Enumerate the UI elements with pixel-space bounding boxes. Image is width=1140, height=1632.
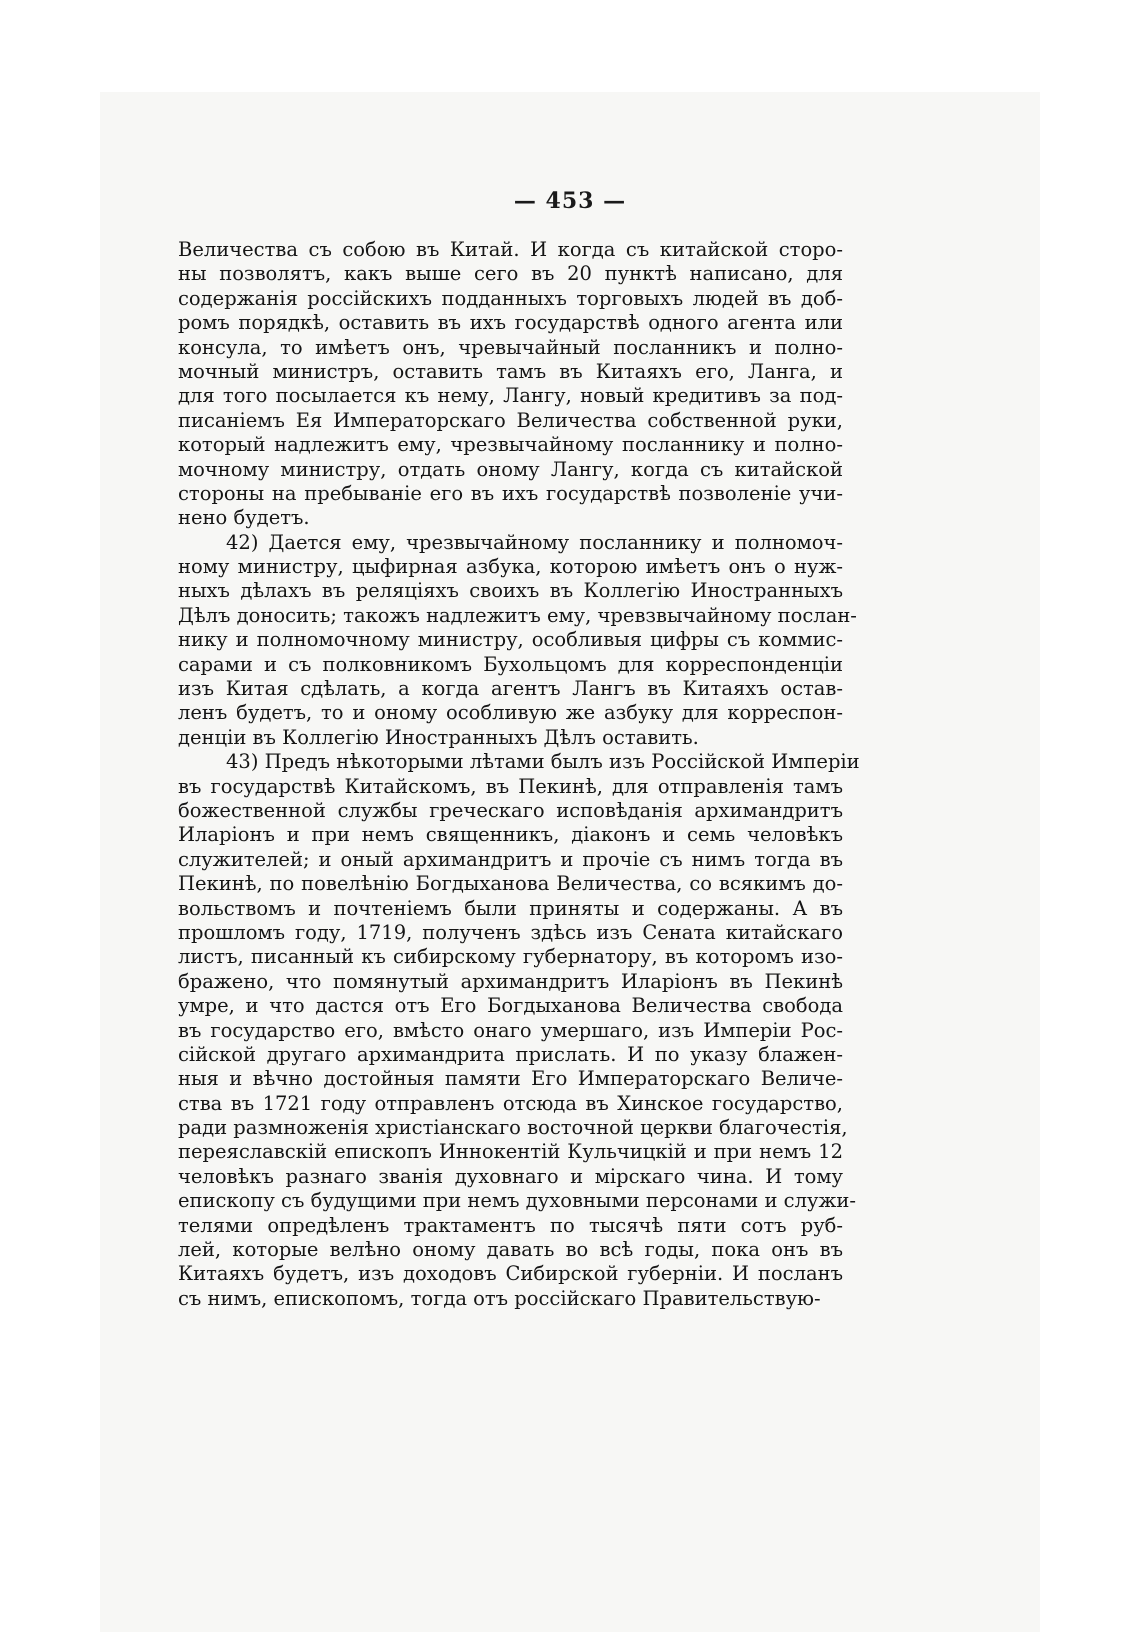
page-number: — 453 — <box>513 188 627 214</box>
text-line: ради размноженія христіанскаго восточной церкви благочестія, <box>178 1116 848 1140</box>
text-line: лей, которые велѣно оному давать во всѣ годы, пока онъ въ <box>178 1238 843 1262</box>
text-line: Пекинѣ, по повелѣнію Богдыханова Величества, со всякимъ до- <box>178 872 843 896</box>
text-line: Величества съ собою въ Китай. И когда съ китайской сторо- <box>178 238 843 261</box>
text-line: Дѣлъ доносить; такожъ надлежитъ ему, чревзвычайному послан- <box>178 603 857 627</box>
text-line: мочному министру, отдать оному Лангу, когда съ китайской <box>178 457 843 481</box>
text-line: вольствомъ и почтеніемъ были приняты и содержаны. А въ <box>178 896 843 920</box>
text-line: ному министру, цыфирная азбука, которою имѣетъ онъ о нуж- <box>178 555 843 579</box>
text-line: ленъ будетъ, то и оному особливую же азбуку для корреспон- <box>178 701 843 725</box>
body-text <box>178 238 860 1311</box>
text-line: ства въ 1721 году отправленъ отсюда въ Хинское государство, <box>178 1091 843 1115</box>
text-line: человѣкъ разнаго званія духовнаго и мірскаго чина. И тому <box>178 1164 843 1188</box>
text-line: бражено, что помянутый архимандритъ Иларіонъ въ Пекинѣ <box>178 969 843 993</box>
text-line: въ государствѣ Китайскомъ, въ Пекинѣ, для отправленія тамъ <box>178 774 843 798</box>
text-line: консула, то имѣетъ онъ, чревычайный посланникъ и полно- <box>178 335 843 359</box>
text-line: содержанія россійскихъ подданныхъ торговыхъ людей въ доб- <box>178 286 843 310</box>
text-line: ныхъ дѣлахъ въ реляціяхъ своихъ въ Коллегію Иностранныхъ <box>178 579 843 603</box>
text-line: изъ Китая сдѣлать, а когда агентъ Лангъ въ Китаяхъ остав- <box>178 677 843 701</box>
text-line: ныя и вѣчно достойныя памяти Его Императорскаго Величе- <box>178 1067 843 1091</box>
text-line: нено будетъ. <box>178 506 310 530</box>
text-line: который надлежитъ ему, чрезвычайному посланнику и полно- <box>178 433 843 457</box>
text-line: денціи въ Коллегію Иностранныхъ Дѣлъ оставить. <box>178 725 699 749</box>
text-line: ны позволятъ, какъ выше сего въ 20 пунктѣ написано, для <box>178 262 843 286</box>
text-line: мочный министръ, оставить тамъ въ Китаяхъ его, Ланга, и <box>178 359 843 383</box>
text-line: сійской другаго архимандрита прислать. И по указу блажен- <box>178 1042 843 1066</box>
text-line: прошломъ году, 1719, полученъ здѣсь изъ Сената китайскаго <box>178 920 843 944</box>
text-line: нику и полномочному министру, особливыя цифры съ коммис- <box>178 628 843 652</box>
paragraph-42 <box>178 530 857 751</box>
text-line: переяславскій епископъ Иннокентій Кульчицкій и при немъ 12 <box>178 1140 843 1164</box>
text-line: епископу съ будущими при немъ духовными персонами и служи- <box>178 1189 856 1213</box>
text-line: умре, и что дастся отъ Его Богдыханова Величества свобода <box>178 994 843 1018</box>
text-line: сарами и съ полковникомъ Бухольцомъ для корреспонденціи <box>178 652 843 676</box>
text-line: съ нимъ, епископомъ, тогда отъ россійскаго Правительствую- <box>178 1286 821 1310</box>
text-line: телями опредѣленъ трактаментъ по тысячѣ пяти сотъ руб- <box>178 1213 843 1237</box>
text-line: въ государство его, вмѣсто онаго умершаго, изъ Имперіи Рос- <box>178 1018 843 1042</box>
paragraph-1 <box>178 238 843 531</box>
text-line: листъ, писанный къ сибирскому губернатору, въ которомъ изо- <box>178 945 843 969</box>
text-line: служителей; и оный архимандритъ и прочіе съ нимъ тогда въ <box>178 847 843 871</box>
text-line: 43) Предъ нѣкоторыми лѣтами былъ изъ Россійской Имперіи <box>226 750 860 774</box>
text-line: для того посылается къ нему, Лангу, новый кредитивъ за под- <box>178 384 843 408</box>
text-line: стороны на пребываніе его въ ихъ государствѣ позволеніе учи- <box>178 481 843 505</box>
paragraph-43 <box>178 750 860 1311</box>
text-line: 42) Дается ему, чрезвычайному посланнику и полномоч- <box>226 530 843 554</box>
text-line: божественной службы греческаго исповѣданія архимандритъ <box>178 798 843 822</box>
text-line: ромъ порядкѣ, оставить въ ихъ государствѣ одного агента или <box>178 311 843 335</box>
text-line: писаніемъ Ея Императорскаго Величества собственной руки, <box>178 408 843 432</box>
text-line: Китаяхъ будетъ, изъ доходовъ Сибирской губерніи. И посланъ <box>178 1262 843 1286</box>
text-line: Иларіонъ и при немъ священникъ, діаконъ и семь человѣкъ <box>178 823 843 847</box>
